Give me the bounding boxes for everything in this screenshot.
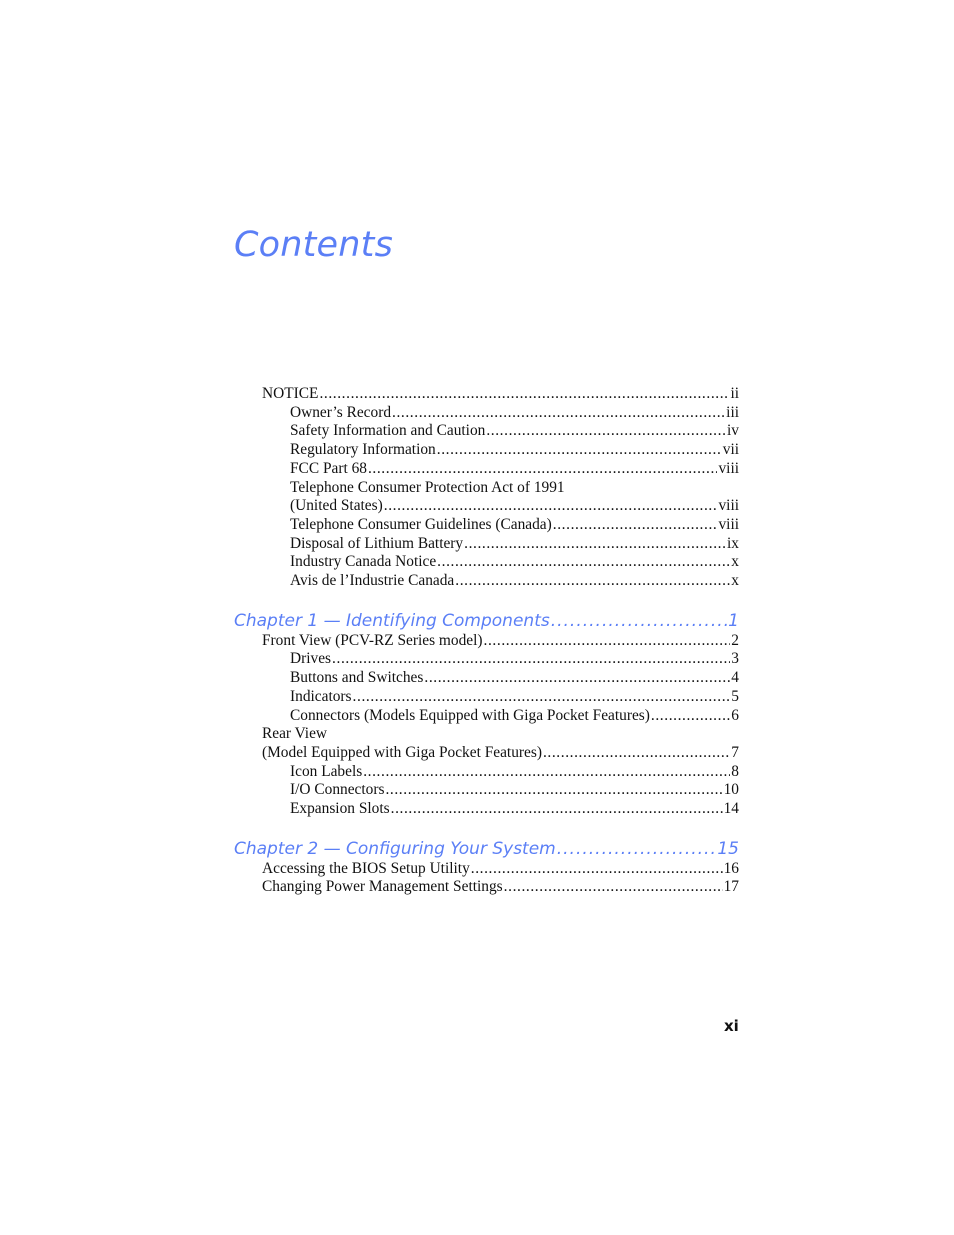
toc-entry-buttons[interactable] — [234, 669, 739, 688]
toc-entry-label: Industry Canada Notice — [290, 553, 437, 571]
toc-page-number: ii — [730, 385, 739, 402]
page-title: Contents — [234, 225, 394, 265]
toc-page-number: viii — [718, 459, 739, 477]
toc-page-number: 8 — [731, 762, 739, 780]
toc-entry-regulatory[interactable] — [234, 441, 739, 460]
toc-entry-label: Owner’s Record — [290, 403, 392, 421]
toc-entry-label: Drives — [290, 650, 332, 668]
toc-entry-expansion[interactable] — [234, 800, 739, 819]
toc-page-number: 5 — [731, 687, 739, 705]
dot-leader — [464, 535, 726, 554]
toc-entry-avis[interactable] — [234, 572, 739, 591]
toc-entry-label: Disposal of Lithium Battery — [290, 534, 464, 552]
toc-page-number: x — [731, 572, 739, 590]
toc-entry-label: Telephone Consumer Guidelines (Canada) — [290, 515, 552, 533]
toc-entry-label: Avis de l’Industrie Canada — [290, 572, 455, 590]
toc-entry-lithium[interactable] — [234, 535, 739, 554]
dot-leader — [471, 860, 723, 879]
chapter-title: Chapter 1 — Identifying Components — [234, 610, 550, 631]
toc-entry-connectors[interactable] — [234, 707, 739, 726]
dot-leader — [424, 669, 730, 688]
dot-leader — [504, 878, 723, 897]
toc-page-number: 14 — [723, 800, 739, 818]
toc-page-number: viii — [718, 515, 739, 533]
dot-leader — [486, 422, 726, 441]
dot-leader — [651, 707, 730, 726]
toc-entry-tcpa-line1[interactable]: Telephone Consumer Protection Act of 1991 — [290, 478, 565, 496]
dot-leader — [437, 553, 730, 572]
dot-leader — [319, 385, 729, 404]
toc-entry-label: NOTICE — [262, 385, 319, 402]
dot-leader — [437, 441, 722, 460]
toc-entry-label: Accessing the BIOS Setup Utility — [262, 859, 470, 877]
dot-leader — [363, 763, 730, 782]
toc-entry-label: Changing Power Management Settings — [262, 878, 503, 896]
chapter-page-number: 15 — [717, 838, 739, 859]
toc-chapter-1[interactable] — [234, 610, 739, 632]
toc-entry-label: Icon Labels — [290, 762, 363, 780]
dot-leader — [385, 781, 722, 800]
toc-entry-label: FCC Part 68 — [290, 459, 367, 477]
toc-page-number: 2 — [731, 631, 739, 649]
dot-leader — [543, 744, 730, 763]
toc-entry-tcpa[interactable] — [234, 497, 739, 516]
toc-entry-drives[interactable] — [234, 650, 739, 669]
toc-page-number: ix — [727, 534, 739, 552]
dot-leader — [332, 650, 730, 669]
toc-entry-safety[interactable] — [234, 422, 739, 441]
toc-entry-label: Connectors (Models Equipped with Giga Pocket Features) — [290, 706, 650, 724]
toc-entry-label: (Model Equipped with Giga Pocket Features) — [262, 743, 542, 761]
toc-entry-label: Expansion Slots — [290, 800, 390, 818]
toc-chapter-2[interactable] — [234, 838, 739, 860]
toc-entry-notice[interactable] — [234, 385, 739, 404]
chapter-title: Chapter 2 — Configuring Your System — [234, 838, 556, 859]
toc-page-number: vii — [722, 441, 739, 459]
toc-page-number: x — [731, 553, 739, 571]
toc-entry-label: (United States) — [290, 497, 383, 515]
dot-leader — [551, 610, 727, 632]
toc-entry-label: Indicators — [290, 687, 352, 705]
toc-page-number: 17 — [723, 878, 739, 896]
dot-leader — [391, 800, 723, 819]
toc-entry-label: Regulatory Information — [290, 441, 436, 459]
toc-page-number: 10 — [723, 781, 739, 799]
toc-entry-front-view[interactable] — [234, 632, 739, 651]
dot-leader — [384, 497, 718, 516]
toc-entry-label: Safety Information and Caution — [290, 422, 486, 440]
toc-entry-icon-labels[interactable] — [234, 763, 739, 782]
dot-leader — [484, 632, 731, 651]
toc-entry-rear-view[interactable] — [234, 744, 739, 763]
toc-entry-owners-record[interactable] — [234, 404, 739, 423]
table-of-contents — [234, 385, 739, 897]
toc-entry-label: I/O Connectors — [290, 781, 385, 799]
toc-page-number: iv — [727, 422, 739, 440]
toc-entry-label: Front View (PCV-RZ Series model) — [262, 631, 483, 649]
toc-entry-indicators[interactable] — [234, 688, 739, 707]
toc-page-number: 7 — [731, 743, 739, 761]
page-folio: xi — [724, 1017, 739, 1035]
dot-leader — [553, 516, 718, 535]
toc-entry-tcg-canada[interactable] — [234, 516, 739, 535]
toc-entry-ic-notice[interactable] — [234, 553, 739, 572]
toc-entry-power[interactable] — [234, 878, 739, 897]
toc-page-number: 16 — [723, 859, 739, 877]
toc-page-number: viii — [718, 497, 739, 515]
toc-page-number: iii — [726, 403, 739, 421]
dot-leader — [392, 404, 725, 423]
toc-entry-rear-view-line1[interactable]: Rear View — [262, 725, 328, 743]
toc-entry-bios[interactable] — [234, 860, 739, 879]
toc-page-number: 4 — [731, 669, 739, 687]
chapter-page-number: 1 — [728, 610, 739, 631]
toc-entry-io-connectors[interactable] — [234, 781, 739, 800]
toc-page-number: 6 — [731, 706, 739, 724]
toc-page-number: 3 — [731, 650, 739, 668]
toc-entry-fcc[interactable] — [234, 460, 739, 479]
dot-leader — [368, 460, 718, 479]
dot-leader — [557, 838, 717, 860]
dot-leader — [455, 572, 730, 591]
dot-leader — [353, 688, 731, 707]
toc-entry-label: Buttons and Switches — [290, 669, 424, 687]
